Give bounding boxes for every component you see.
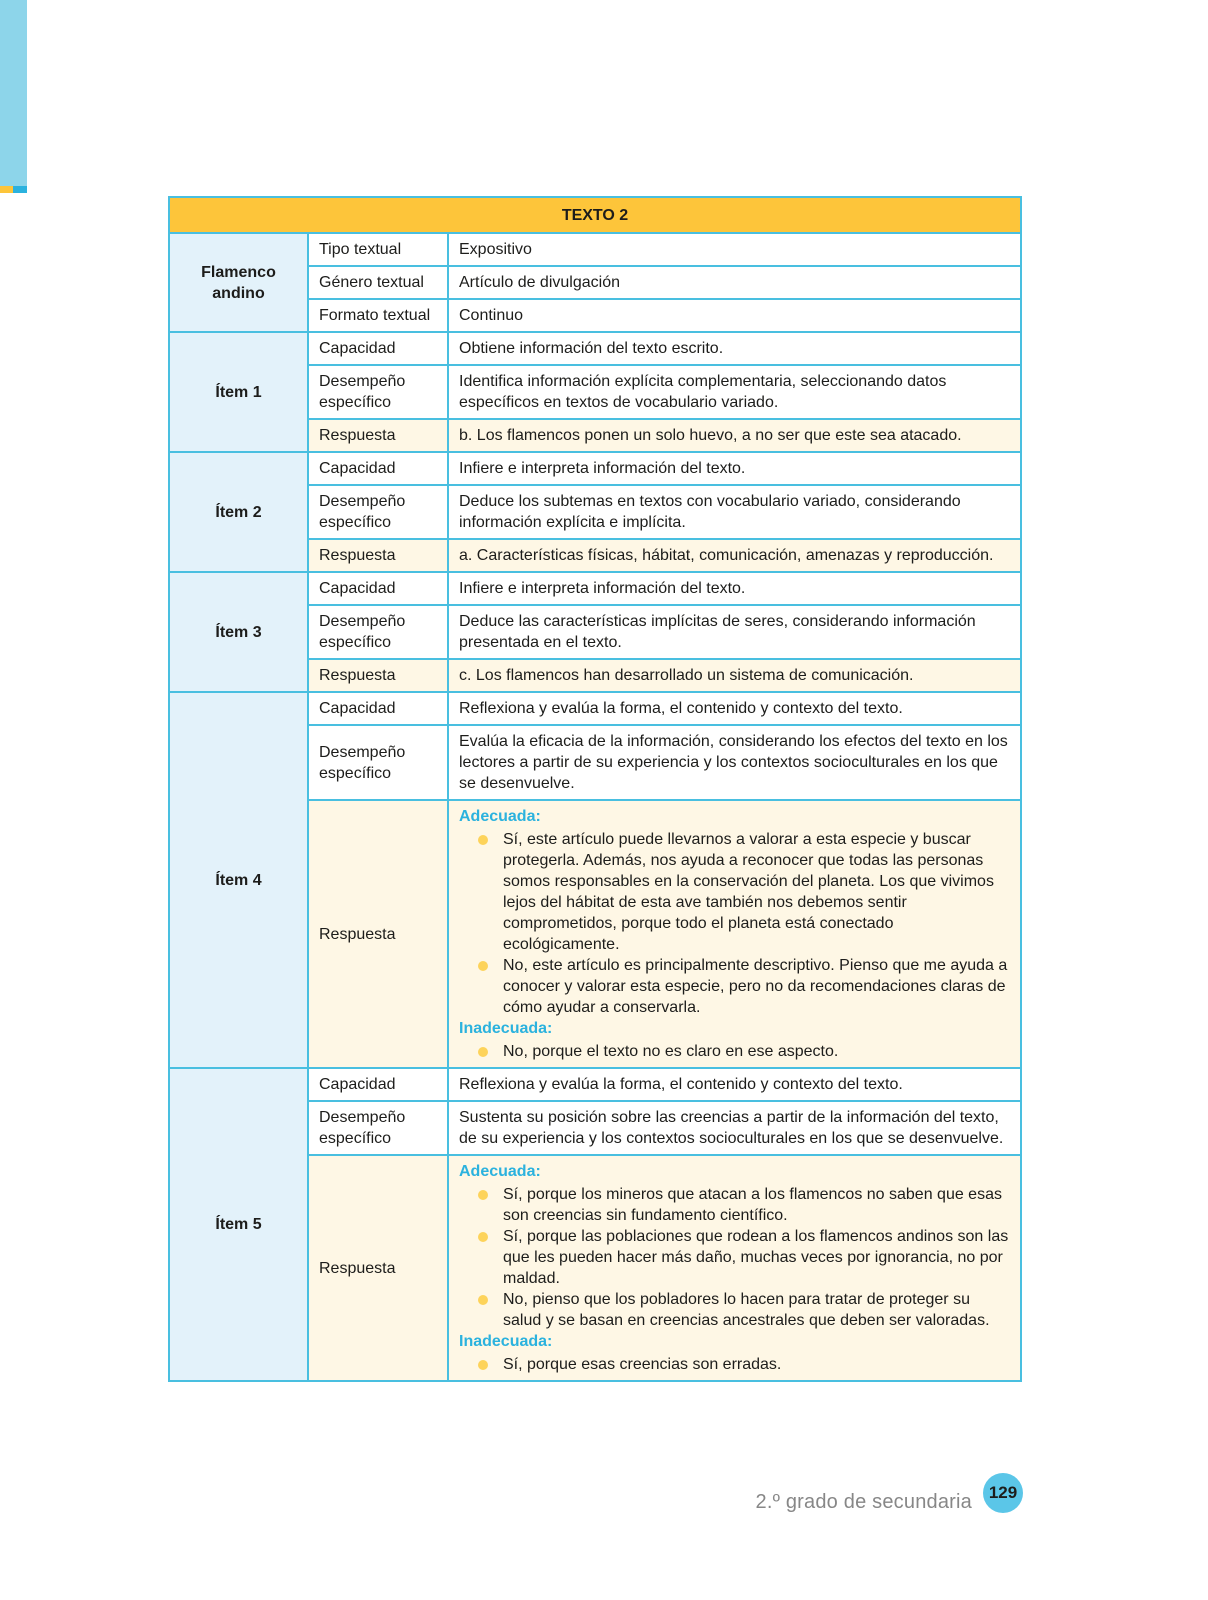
desempeno-label: Desempeño específico bbox=[308, 605, 448, 659]
capacidad-value: Reflexiona y evalúa la forma, el contenido y contexto del texto. bbox=[448, 692, 1021, 725]
bullet-dot-icon bbox=[478, 1360, 488, 1370]
respuesta-value bbox=[448, 800, 1021, 1068]
respuesta-value bbox=[448, 1155, 1021, 1381]
row-label: Tipo textual bbox=[308, 233, 448, 266]
capacidad-value: Infiere e interpreta información del texto. bbox=[448, 572, 1021, 605]
respuesta-value: c. Los flamencos han desarrollado un sistema de comunicación. bbox=[448, 659, 1021, 692]
respuesta-value: b. Los flamencos ponen un solo huevo, a no ser que este sea atacado. bbox=[448, 419, 1021, 452]
bullet-dot-icon bbox=[478, 835, 488, 845]
text-group-label: Flamenco andino bbox=[169, 233, 308, 332]
bullet-dot-icon bbox=[478, 1295, 488, 1305]
list-item bbox=[459, 1184, 1010, 1226]
desempeno-label: Desempeño específico bbox=[308, 725, 448, 800]
respuesta-value: a. Características físicas, hábitat, comunicación, amenazas y reproducción. bbox=[448, 539, 1021, 572]
desempeno-value: Evalúa la eficacia de la información, considerando los efectos del texto en los lectores a partir de su experiencia y los contextos socioculturales en los que se desenvuelve. bbox=[448, 725, 1021, 800]
inadecuada-heading: Inadecuada: bbox=[459, 1333, 553, 1350]
desempeno-label: Desempeño específico bbox=[308, 485, 448, 539]
table-row bbox=[169, 692, 1021, 725]
capacidad-value: Obtiene información del texto escrito. bbox=[448, 332, 1021, 365]
capacidad-value: Infiere e interpreta información del texto. bbox=[448, 452, 1021, 485]
side-decoration-bar bbox=[0, 0, 27, 186]
respuesta-label: Respuesta bbox=[308, 800, 448, 1068]
list-item bbox=[459, 1041, 1010, 1062]
inadecuada-heading: Inadecuada: bbox=[459, 1020, 553, 1037]
list-item-text: No, este artículo es principalmente descriptivo. Pienso que me ayuda a conocer y valorar esta especie, pero no da recomendaciones claras de cómo ayudar a conservarla. bbox=[503, 957, 1008, 1016]
respuesta-label: Respuesta bbox=[308, 539, 448, 572]
list-item bbox=[459, 1226, 1010, 1289]
footer-grade: 2.º grado de secundaria bbox=[755, 1491, 972, 1513]
side-accent-blue bbox=[13, 186, 27, 193]
bullet-dot-icon bbox=[478, 1232, 488, 1242]
list-item bbox=[459, 1354, 1010, 1375]
adecuada-list bbox=[459, 829, 1010, 1018]
respuesta-label: Respuesta bbox=[308, 1155, 448, 1381]
item-5-label: Ítem 5 bbox=[169, 1068, 308, 1381]
item-4-label: Ítem 4 bbox=[169, 692, 308, 1068]
row-label: Formato textual bbox=[308, 299, 448, 332]
desempeno-value: Sustenta su posición sobre las creencias a partir de la información del texto, de su experiencia y los contextos socioculturales en los que se desenvuelve. bbox=[448, 1101, 1021, 1155]
respuesta-label: Respuesta bbox=[308, 419, 448, 452]
bullet-dot-icon bbox=[478, 1190, 488, 1200]
list-item-text: No, pienso que los pobladores lo hacen para tratar de proteger su salud y se basan en creencias ancestrales que deben ser valoradas. bbox=[503, 1291, 990, 1329]
desempeno-value: Deduce los subtemas en textos con vocabulario variado, considerando información explícita e implícita. bbox=[448, 485, 1021, 539]
capacidad-value: Reflexiona y evalúa la forma, el contenido y contexto del texto. bbox=[448, 1068, 1021, 1101]
inadecuada-list bbox=[459, 1354, 1010, 1375]
table-title: TEXTO 2 bbox=[169, 197, 1021, 233]
adecuada-heading: Adecuada: bbox=[459, 1163, 541, 1180]
adecuada-heading: Adecuada: bbox=[459, 808, 541, 825]
row-value: Expositivo bbox=[448, 233, 1021, 266]
desempeno-value: Deduce las características implícitas de seres, considerando información presentada en el texto. bbox=[448, 605, 1021, 659]
desempeno-label: Desempeño específico bbox=[308, 365, 448, 419]
list-item bbox=[459, 829, 1010, 955]
row-value: Continuo bbox=[448, 299, 1021, 332]
desempeno-value: Identifica información explícita complementaria, seleccionando datos específicos en textos de vocabulario variado. bbox=[448, 365, 1021, 419]
table-header-row bbox=[169, 197, 1021, 233]
bullet-dot-icon bbox=[478, 961, 488, 971]
table-row bbox=[169, 233, 1021, 266]
item-2-label: Ítem 2 bbox=[169, 452, 308, 572]
page-number-badge: 129 bbox=[983, 1473, 1023, 1513]
table-row bbox=[169, 572, 1021, 605]
respuesta-label: Respuesta bbox=[308, 659, 448, 692]
list-item-text: Sí, este artículo puede llevarnos a valorar a esta especie y buscar protegerla. Además, nos ayuda a reconocer que todas las personas somos responsables en la conservación del planeta. Los que vivimos lejos del hábitat de esta ave también nos debemos sentir comprometidos, porque todo el planeta está conectado ecológicamente. bbox=[503, 831, 994, 953]
list-item-text: Sí, porque las poblaciones que rodean a los flamencos andinos son las que les pueden hacer más daño, muchas veces por ignorancia, no por maldad. bbox=[503, 1228, 1009, 1287]
side-accent-yellow bbox=[0, 186, 13, 193]
desempeno-label: Desempeño específico bbox=[308, 1101, 448, 1155]
item-3-label: Ítem 3 bbox=[169, 572, 308, 692]
list-item-text: No, porque el texto no es claro en ese aspecto. bbox=[503, 1043, 839, 1060]
row-value: Artículo de divulgación bbox=[448, 266, 1021, 299]
row-label: Género textual bbox=[308, 266, 448, 299]
capacidad-label: Capacidad bbox=[308, 692, 448, 725]
item-1-label: Ítem 1 bbox=[169, 332, 308, 452]
capacidad-label: Capacidad bbox=[308, 332, 448, 365]
list-item bbox=[459, 955, 1010, 1018]
table-row bbox=[169, 452, 1021, 485]
list-item bbox=[459, 1289, 1010, 1331]
list-item-text: Sí, porque los mineros que atacan a los flamencos no saben que esas son creencias sin fundamento científico. bbox=[503, 1186, 1002, 1224]
bullet-dot-icon bbox=[478, 1047, 488, 1057]
evaluation-table bbox=[168, 196, 1022, 1382]
adecuada-list bbox=[459, 1184, 1010, 1331]
table-row bbox=[169, 1068, 1021, 1101]
capacidad-label: Capacidad bbox=[308, 1068, 448, 1101]
capacidad-label: Capacidad bbox=[308, 452, 448, 485]
inadecuada-list bbox=[459, 1041, 1010, 1062]
list-item-text: Sí, porque esas creencias son erradas. bbox=[503, 1356, 782, 1373]
capacidad-label: Capacidad bbox=[308, 572, 448, 605]
table-row bbox=[169, 332, 1021, 365]
